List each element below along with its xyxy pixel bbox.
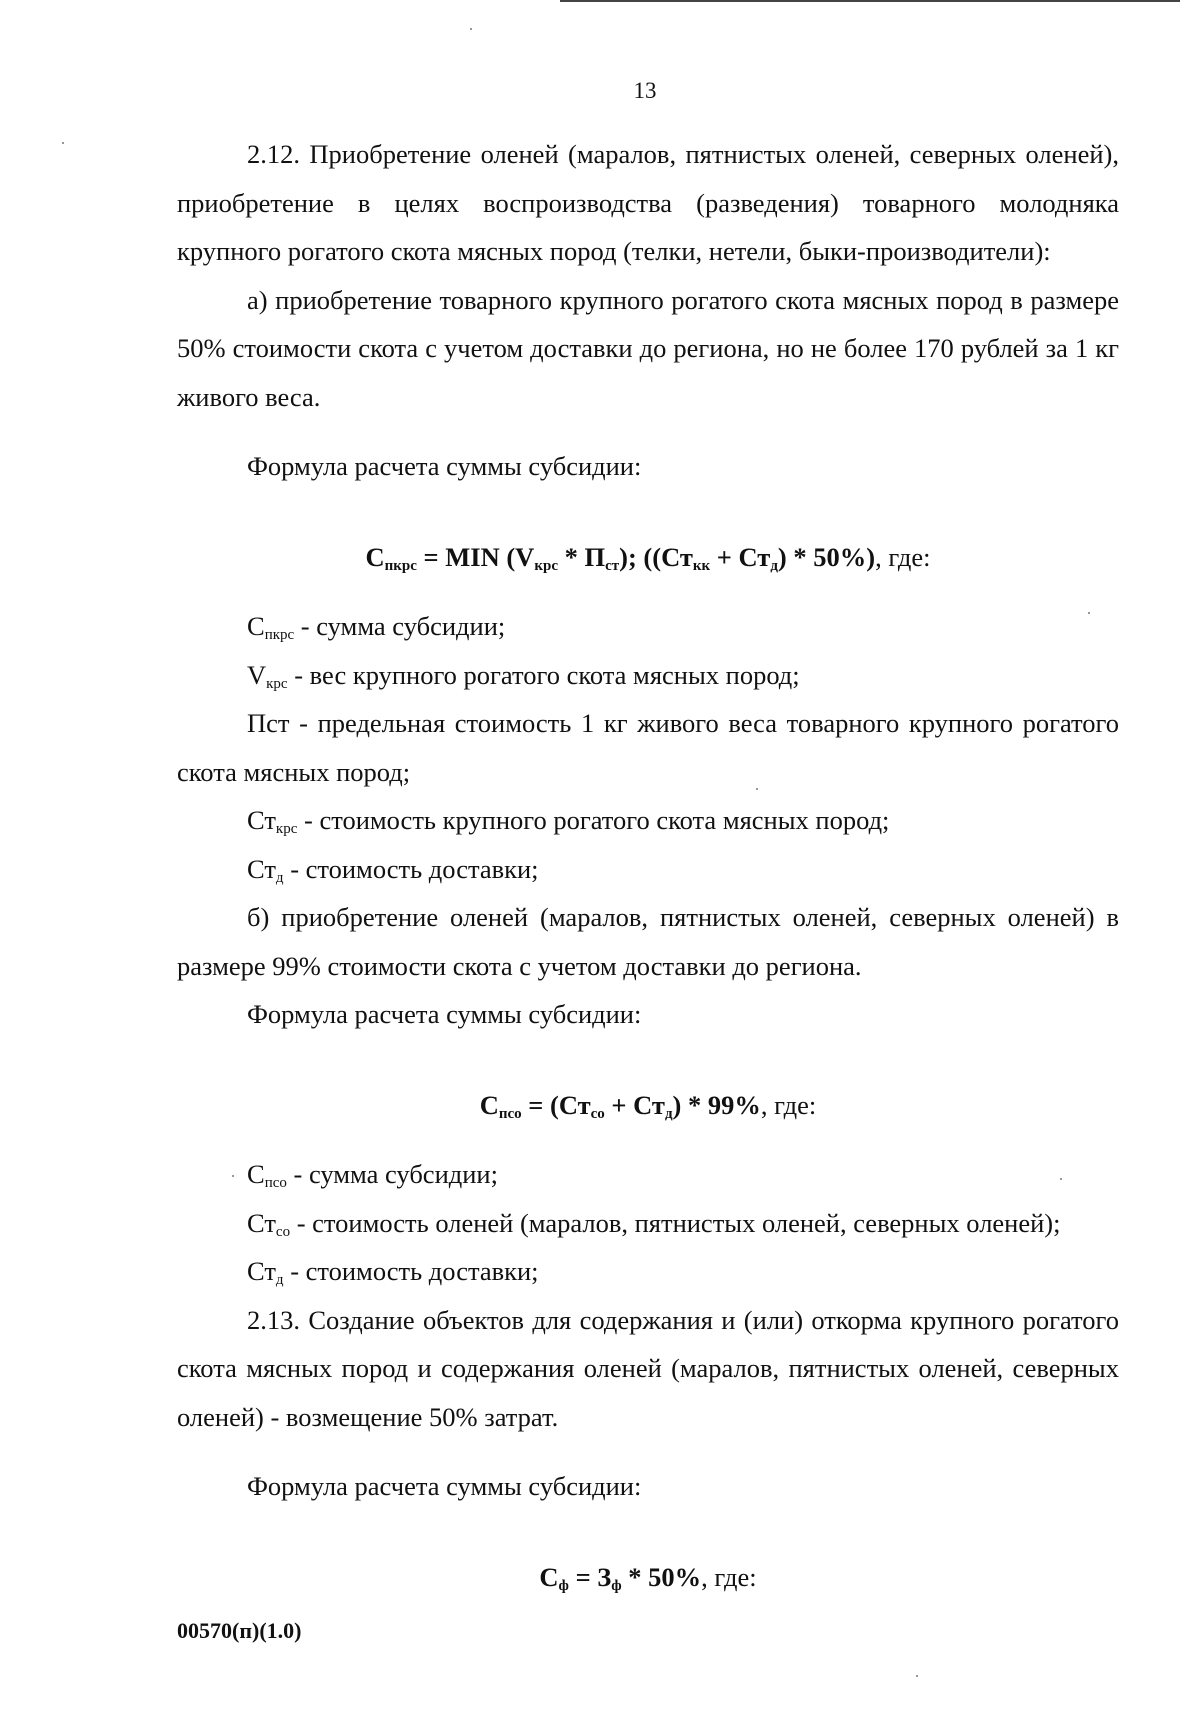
scan-speck (1060, 1178, 1062, 1180)
document-code: 00570(п)(1.0) (177, 1618, 302, 1643)
definition-line: $V_{крс}$ - вес крупного рогатого скота мясных пород; (247, 659, 800, 692)
scan-speck (470, 28, 472, 30)
definition-line: $Ст_д$ - стоимость доставки; (247, 853, 539, 886)
definition-line: $С_{пкрс}$ - сумма субсидии; (247, 611, 506, 643)
document-body (177, 130, 1119, 1601)
definition-line: $С_{псо}$ - сумма субсидии; (247, 1159, 498, 1191)
item-a-paragraph: а) приобретение товарного крупного рогатого скота мясных пород в размере 50% стоимости скота с учетом доставки до региона, но не более 170 рублей за 1 кг живого веса. (177, 284, 1119, 412)
section-2-13-heading: 2.13. Создание объектов для содержания и (или) откорма крупного рогатого скота мясных пород и содержания оленей (маралов, пятнистых оленей, северных оленей) - возмещение 50% затрат. (177, 1304, 1119, 1432)
formula-intro-c: Формула расчета суммы субсидии: (247, 1471, 642, 1501)
top-border-line (560, 0, 1180, 2)
scan-speck (232, 1175, 234, 1177)
formula-intro-a: Формула расчета суммы субсидии: (247, 451, 642, 481)
section-2-12-heading: 2.12. Приобретение оленей (маралов, пятнистых оленей, северных оленей), приобретение в целях воспроизводства (разведения) товарного молодняка крупного рогатого скота мясных пород (телки, нетели, быки-производители): (177, 139, 1119, 266)
definition-line: $Ст_{со}$ - стоимость оленей (маралов, пятнистых оленей, северных оленей); (247, 1207, 1061, 1240)
page-number: 13 (633, 78, 657, 103)
formula-b: $С_{псо} = (Ст_{со} + Ст_д) * 99\%$, где: (479, 1089, 817, 1122)
definition-line: $Ст_{крс}$ - стоимость крупного рогатого скота мясных пород; (247, 805, 890, 837)
definition-line: $Ст_д$ - стоимость доставки; (247, 1256, 539, 1288)
scan-speck (62, 142, 64, 144)
scan-speck (1088, 612, 1090, 614)
formula-a: $С_{пкрс}$ = MIN $(V_{крс} * П_{ст})$; $((Ст_{кк} + Ст_д) * 50\%)$, где: (365, 541, 931, 574)
definition-line: Пст - предельная стоимость 1 кг живого веса товарного крупного рогатого скота мясных пород; (177, 708, 1119, 787)
formula-intro-b: Формула расчета суммы субсидии: (247, 999, 642, 1029)
formula-c: $С_ф = З_ф * 50\%$, где: (539, 1561, 757, 1594)
scan-speck (916, 1675, 918, 1677)
scan-speck (756, 788, 758, 790)
item-b-paragraph: б) приобретение оленей (маралов, пятнистых оленей, северных оленей) в размере 99% стоимости скота с учетом доставки до региона. (177, 902, 1119, 981)
